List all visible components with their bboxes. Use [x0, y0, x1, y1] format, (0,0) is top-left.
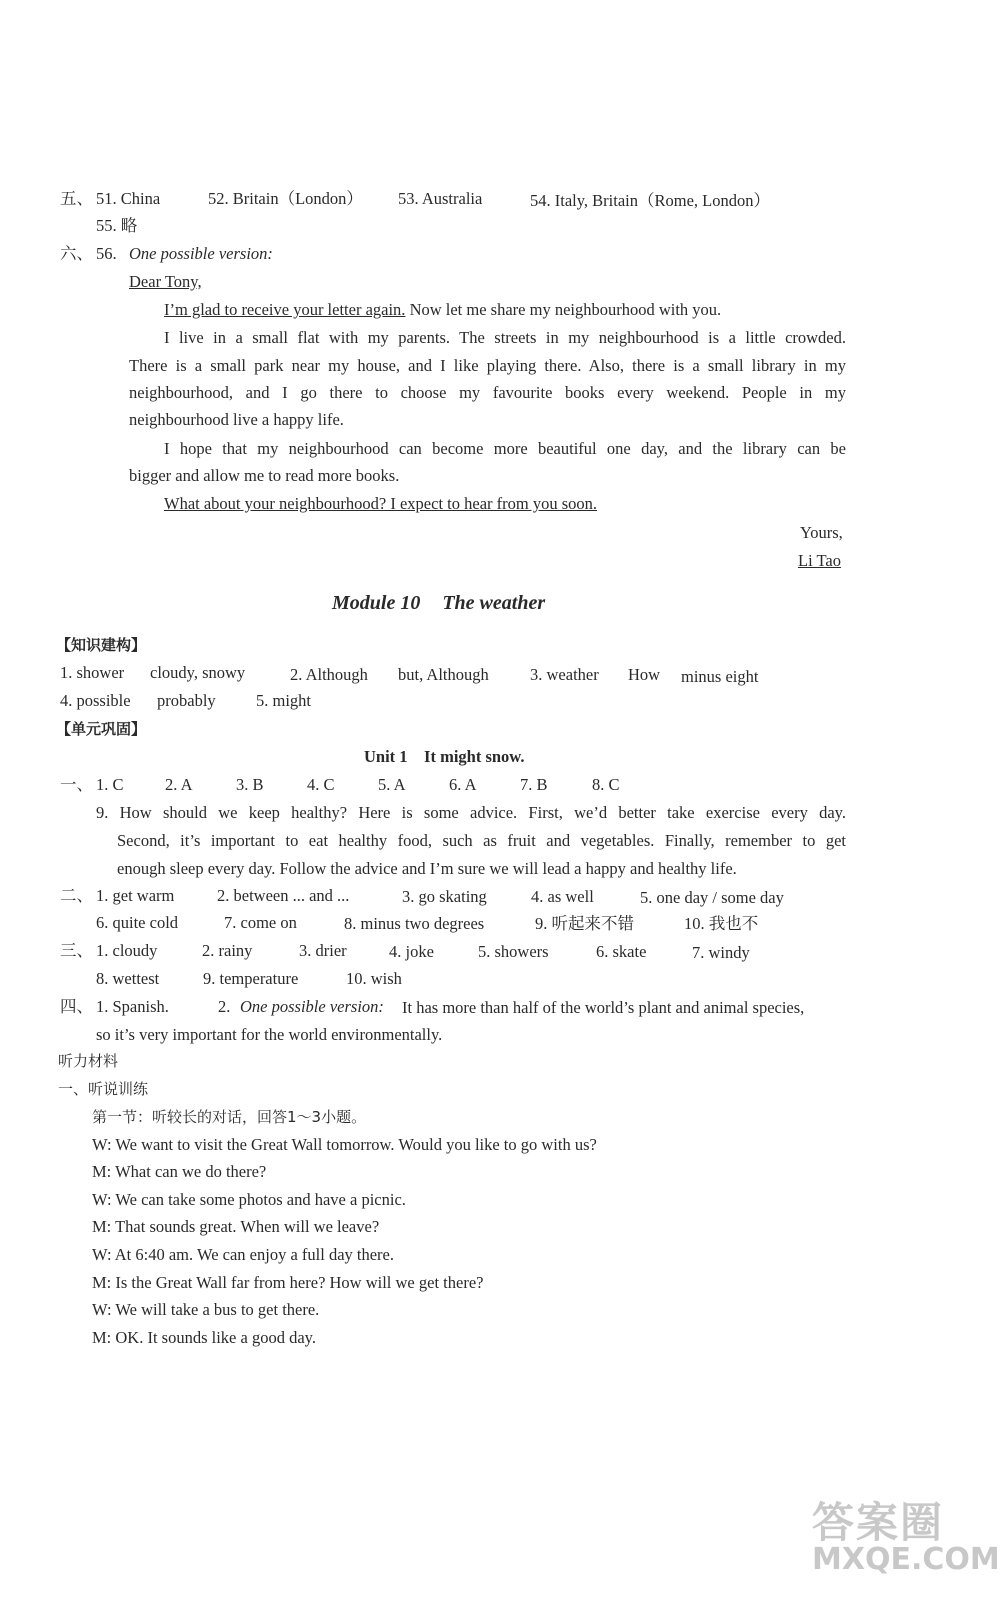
module-number: Module 10	[332, 592, 421, 614]
knowledge-1-cloudy-snowy: cloudy, snowy	[150, 663, 246, 682]
s1-answer-7: 7. B	[520, 775, 548, 794]
s2-answer-1: 1. get warm	[96, 886, 175, 905]
s1-answer-3: 3. B	[236, 775, 264, 794]
s4-label: 四、	[60, 997, 93, 1016]
s3-answer-2: 2. rainy	[202, 941, 253, 960]
s2-answer-8: 8. minus two degrees	[344, 914, 485, 933]
s4-answer-1: 1. Spanish.	[96, 997, 169, 1016]
s1-answer-1: 1. C	[96, 775, 124, 794]
consolidation-heading: 【单元巩固】	[56, 720, 147, 738]
dialogue-line-7: W: We will take a bus to get there.	[92, 1300, 320, 1319]
dialogue-line-2: M: What can we do there?	[92, 1162, 267, 1181]
answer-51: 51. China	[96, 189, 161, 208]
knowledge-2-but-although: but, Although	[398, 665, 489, 684]
watermark-logo	[812, 1490, 1000, 1590]
s3-answer-4: 4. joke	[389, 942, 434, 961]
knowledge-5-might: 5. might	[256, 691, 312, 710]
s1-answer-5: 5. A	[378, 775, 406, 794]
s2-label: 二、	[60, 886, 93, 905]
s2-answer-2: 2. between ... and ...	[217, 886, 350, 905]
s1-answer-2: 2. A	[165, 775, 193, 794]
s2-answer-5: 5. one day / some day	[640, 888, 784, 907]
s2-answer-3: 3. go skating	[402, 887, 487, 906]
listening-part-1: 一、听说训练	[58, 1080, 149, 1098]
possible-version-label: One possible version:	[129, 244, 273, 263]
knowledge-3-how: How	[628, 665, 661, 684]
s4-possible-version-label: One possible version:	[240, 997, 384, 1016]
module-title	[332, 592, 545, 614]
letter-paragraph-3-line-1: I hope that my neighbourhood can become more beautiful one day, and the library can be	[164, 439, 846, 458]
dialogue-line-6: M: Is the Great Wall far from here? How will we get there?	[92, 1273, 484, 1292]
letter-greeting: Dear Tony,	[129, 272, 202, 291]
section-6-label: 六、	[60, 244, 93, 263]
answer-52: 52. Britain（London）	[208, 189, 363, 208]
question-56-number: 56.	[96, 244, 117, 263]
knowledge-3-weather: 3. weather	[530, 665, 599, 684]
s1-q9-line-1: 9. How should we keep healthy? Here is some advice. First, we’d better take exercise every day.	[96, 803, 846, 822]
dialogue-line-5: W: At 6:40 am. We can enjoy a full day there.	[92, 1245, 394, 1264]
letter-closing-sentence: What about your neighbourhood? I expect to hear from you soon.	[164, 494, 598, 513]
dialogue-line-3: W: We can take some photos and have a picnic.	[92, 1190, 406, 1209]
s2-answer-9: 9. 听起来不错	[535, 914, 634, 933]
knowledge-3-minus-eight: minus eight	[681, 667, 759, 686]
s2-answer-7: 7. come on	[224, 913, 297, 932]
s3-answer-9: 9. temperature	[203, 969, 299, 988]
section-5-label: 五、	[60, 189, 93, 208]
s1-label: 一、	[60, 775, 93, 794]
letter-paragraph-1	[164, 299, 721, 321]
s1-answer-4: 4. C	[307, 775, 335, 794]
unit-title: Unit 1 It might snow.	[364, 747, 525, 766]
knowledge-4-possible: 4. possible	[60, 691, 131, 710]
dialogue-line-8: M: OK. It sounds like a good day.	[92, 1328, 316, 1347]
letter-closing: Yours,	[800, 523, 843, 542]
s1-answer-8: 8. C	[592, 775, 620, 794]
s2-answer-10: 10. 我也不	[684, 914, 759, 933]
listening-section-1: 第一节：听较长的对话，回答1～3小题。	[92, 1108, 367, 1126]
knowledge-4-probably: probably	[157, 691, 216, 710]
watermark-top-text: 答案圈	[812, 1498, 945, 1547]
s1-q9-line-3: enough sleep every day. Follow the advice and I’m sure we will lead a happy and healthy life.	[117, 859, 737, 878]
s3-answer-10: 10. wish	[346, 969, 402, 988]
s1-answer-6: 6. A	[449, 775, 477, 794]
letter-paragraph-2-line-3: neighbourhood, and I go there to choose my favourite books every weekend. People in my	[129, 383, 846, 402]
answer-53: 53. Australia	[398, 189, 483, 208]
s3-answer-5: 5. showers	[478, 942, 549, 961]
s1-q9-line-2: Second, it’s important to eat healthy food, such as fruit and vegetables. Finally, remember to get	[117, 831, 846, 850]
answer-54: 54. Italy, Britain（Rome, London）	[530, 191, 770, 210]
letter-paragraph-3-line-2: bigger and allow me to read more books.	[129, 466, 400, 485]
knowledge-heading: 【知识建构】	[56, 636, 147, 654]
module-name: The weather	[442, 592, 546, 614]
s3-answer-8: 8. wettest	[96, 969, 160, 988]
knowledge-1-shower: 1. shower	[60, 663, 125, 682]
s4-answer-2-line-2: so it’s very important for the world environmentally.	[96, 1025, 443, 1044]
s3-answer-6: 6. skate	[596, 942, 647, 961]
letter-paragraph-2-line-4: neighbourhood live a happy life.	[129, 410, 344, 429]
answer-55: 55. 略	[96, 216, 138, 235]
dialogue-line-1: W: We want to visit the Great Wall tomorrow. Would you like to go with us?	[92, 1135, 597, 1154]
s3-answer-7: 7. windy	[692, 943, 750, 962]
letter-paragraph-1-rest: Now let me share my neighbourhood with you.	[405, 300, 722, 319]
dialogue-line-4: M: That sounds great. When will we leave?	[92, 1217, 380, 1236]
s4-answer-2-line-1: It has more than half of the world’s plant and animal species,	[402, 998, 805, 1017]
knowledge-2-although: 2. Although	[290, 665, 368, 684]
s3-answer-3: 3. drier	[299, 941, 347, 960]
s2-answer-4: 4. as well	[531, 887, 594, 906]
letter-opening-sentence: I’m glad to receive your letter again.	[164, 300, 406, 319]
listening-heading: 听力材料	[58, 1052, 119, 1070]
letter-signature: Li Tao	[798, 551, 841, 570]
letter-paragraph-2-line-1: I live in a small flat with my parents. The streets in my neighbourhood is a little crowded.	[164, 328, 846, 347]
s3-label: 三、	[60, 941, 93, 960]
s2-answer-6: 6. quite cold	[96, 913, 179, 932]
s3-answer-1: 1. cloudy	[96, 941, 158, 960]
s4-answer-2-number: 2.	[218, 997, 231, 1016]
watermark-bottom-text: MXQE.COM	[812, 1542, 1000, 1577]
letter-paragraph-2-line-2: There is a small park near my house, and I like playing there. Also, there is a small library in my	[129, 356, 846, 375]
